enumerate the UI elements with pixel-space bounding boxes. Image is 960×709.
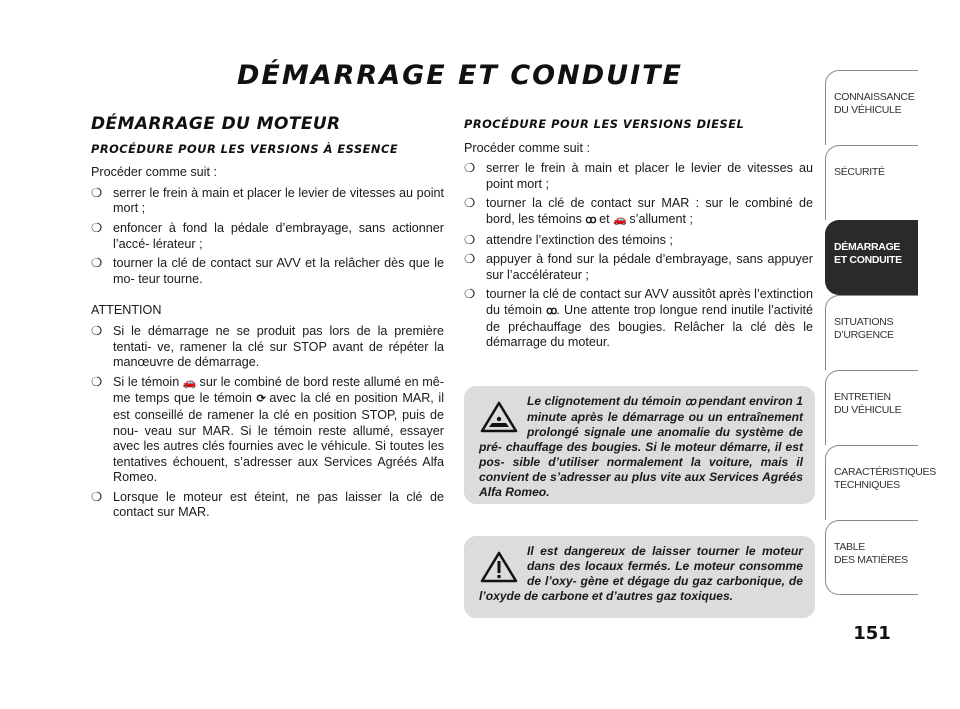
- immobilizer-icon: 🚗: [613, 213, 626, 226]
- step-text-b: . Une attente trop longue rend inutile l’activité de préchauffage des bougies. Relâcher la clé dès le démarrage du moteur.: [486, 302, 814, 350]
- step-text: enfoncer à fond la pédale d’embrayage, sans actionner l’accé- lérateur ;: [113, 220, 444, 251]
- bullet-icon: ❍: [464, 161, 476, 176]
- list-item: [464, 233, 813, 249]
- page-number: 151: [853, 623, 891, 644]
- bullet-icon: ❍: [464, 287, 476, 302]
- tab-table-des-matieres[interactable]: [825, 520, 918, 595]
- glow-plug-icon: ꝏ: [684, 396, 696, 408]
- list-item: [91, 221, 444, 252]
- warning-text: Il est dangereux de laisser tourner le moteur dans des locaux fermés. Le moteur consomme de l’oxy- gène et dégage du gaz carbonique, de l’oxyde de carbone et d’autres gaz toxiques.: [479, 544, 803, 603]
- warning-triangle-icon: [479, 550, 519, 584]
- diesel-intro: Procéder comme suit :: [464, 140, 590, 155]
- diesel-steps-list: [464, 161, 813, 351]
- bullet-icon: ❍: [91, 323, 103, 338]
- bullet-icon: ❍: [464, 252, 476, 267]
- list-item: [91, 186, 444, 217]
- list-item: [91, 324, 444, 371]
- tab-entretien-du-vehicule[interactable]: [825, 370, 918, 445]
- warning-triangle-icon: [479, 400, 519, 434]
- attention-text-c: avec la clé en position MAR, il est conseillé de ramener la clé en position STOP, puis de nou- veau sur MAR. Si le témoin reste allumé, essayer avec les autres clés fournies avec le véhicule. Si toutes les tentatives échouent, s’adresser aux Services Agréés Alfa Romeo.: [113, 391, 445, 485]
- attention-list: [91, 324, 444, 521]
- step-text: tourner la clé de contact sur AVV et la relâcher dès que le mo- teur tourne.: [113, 256, 444, 286]
- step-text: serrer le frein à main et placer le levier de vitesses au point mort ;: [486, 161, 813, 191]
- list-item: [464, 161, 813, 192]
- glow-plug-icon: ꝏ: [546, 304, 557, 317]
- step-text-c: s’allument ;: [629, 211, 694, 226]
- list-item: [464, 252, 813, 283]
- step-text-a: tourner la clé de contact sur MAR : sur le combiné de bord, les témoins: [486, 196, 813, 226]
- tab-label: DÉMARRAGE ET CONDUITE: [834, 241, 902, 266]
- tab-label: SITUATIONS D’URGENCE: [834, 316, 894, 341]
- list-item: [91, 490, 444, 521]
- diesel-procedure-title: PROCÉDURE POUR LES VERSIONS DIESEL: [464, 117, 745, 131]
- bullet-icon: ❍: [91, 220, 103, 235]
- warning-box-exhaust: [464, 536, 815, 618]
- bullet-icon: ❍: [91, 374, 103, 389]
- bullet-icon: ❍: [91, 256, 103, 271]
- attention-text-b: sur le combiné de bord reste allumé en mê- me temps que le témoin: [113, 374, 444, 406]
- section-title: DÉMARRAGE DU MOTEUR: [91, 114, 341, 134]
- petrol-steps-list: [91, 186, 444, 288]
- attention-text-a: Si le témoin: [113, 374, 180, 389]
- step-text-a: tourner la clé de contact sur AVV aussitôt après l’extinction du témoin: [486, 287, 813, 317]
- list-item: [464, 196, 813, 228]
- page-title: DÉMARRAGE ET CONDUITE: [237, 60, 683, 91]
- step-text-b: et: [599, 211, 610, 226]
- warning-text-b: pendant environ 1 minute après le démarrage ou un entraînement prolongé signale une anomalie du système de pré- chauffage des bougies. Si le moteur démarre, il est pos- sible d’utiliser normalement la voiture, mais il convient de s’adresser au plus vite aux Services Agréés Alfa Romeo.: [479, 394, 803, 499]
- tab-situations-d-urgence[interactable]: [825, 295, 918, 370]
- petrol-intro: Procéder comme suit :: [91, 165, 217, 180]
- right-column: [464, 117, 813, 355]
- engine-icon: ⟳: [256, 393, 265, 406]
- step-text: attendre l’extinction des témoins ;: [486, 232, 673, 247]
- warning-box-glow-plug: [464, 386, 815, 504]
- tab-caracteristiques-techniques[interactable]: [825, 445, 936, 520]
- chapter-tab-bar: [825, 70, 936, 595]
- step-text: appuyer à fond sur la pédale d’embrayage, sans appuyer sur l’accélérateur ;: [486, 252, 813, 282]
- tab-label: CARACTÉRISTIQUES TECHNIQUES: [834, 466, 936, 491]
- step-text: serrer le frein à main et placer le levier de vitesses au point mort ;: [113, 185, 444, 216]
- list-item: [464, 287, 813, 350]
- petrol-procedure-title: PROCÉDURE POUR LES VERSIONS À ESSENCE: [91, 141, 399, 156]
- tab-label: ENTRETIEN DU VÉHICULE: [834, 391, 902, 416]
- tab-securite[interactable]: [825, 145, 918, 220]
- bullet-icon: ❍: [91, 489, 103, 504]
- attention-text: Lorsque le moteur est éteint, ne pas laisser la clé de contact sur MAR.: [113, 489, 444, 520]
- list-item: [91, 375, 444, 486]
- tab-connaissance-du-vehicule[interactable]: [825, 70, 918, 145]
- tab-demarrage-et-conduite[interactable]: [825, 220, 918, 295]
- warning-text-a: Le clignotement du témoin: [527, 394, 682, 408]
- immobilizer-icon: 🚗: [182, 376, 196, 389]
- list-item: [91, 256, 444, 287]
- tab-label: TABLE DES MATIÈRES: [834, 541, 908, 566]
- bullet-icon: ❍: [91, 185, 103, 200]
- glow-plug-icon: ꝏ: [585, 213, 596, 226]
- bullet-icon: ❍: [464, 196, 476, 211]
- left-column: [91, 114, 445, 525]
- attention-label: ATTENTION: [91, 303, 162, 318]
- tab-label: CONNAISSANCE DU VÉHICULE: [834, 91, 915, 116]
- warning-text: [479, 394, 803, 500]
- bullet-icon: ❍: [464, 232, 476, 247]
- attention-text: Si le démarrage ne se produit pas lors de la première tentati- ve, ramener la clé sur STOP avant de répéter la manœuvre de démarrage.: [113, 323, 444, 370]
- tab-label: SÉCURITÉ: [834, 166, 885, 178]
